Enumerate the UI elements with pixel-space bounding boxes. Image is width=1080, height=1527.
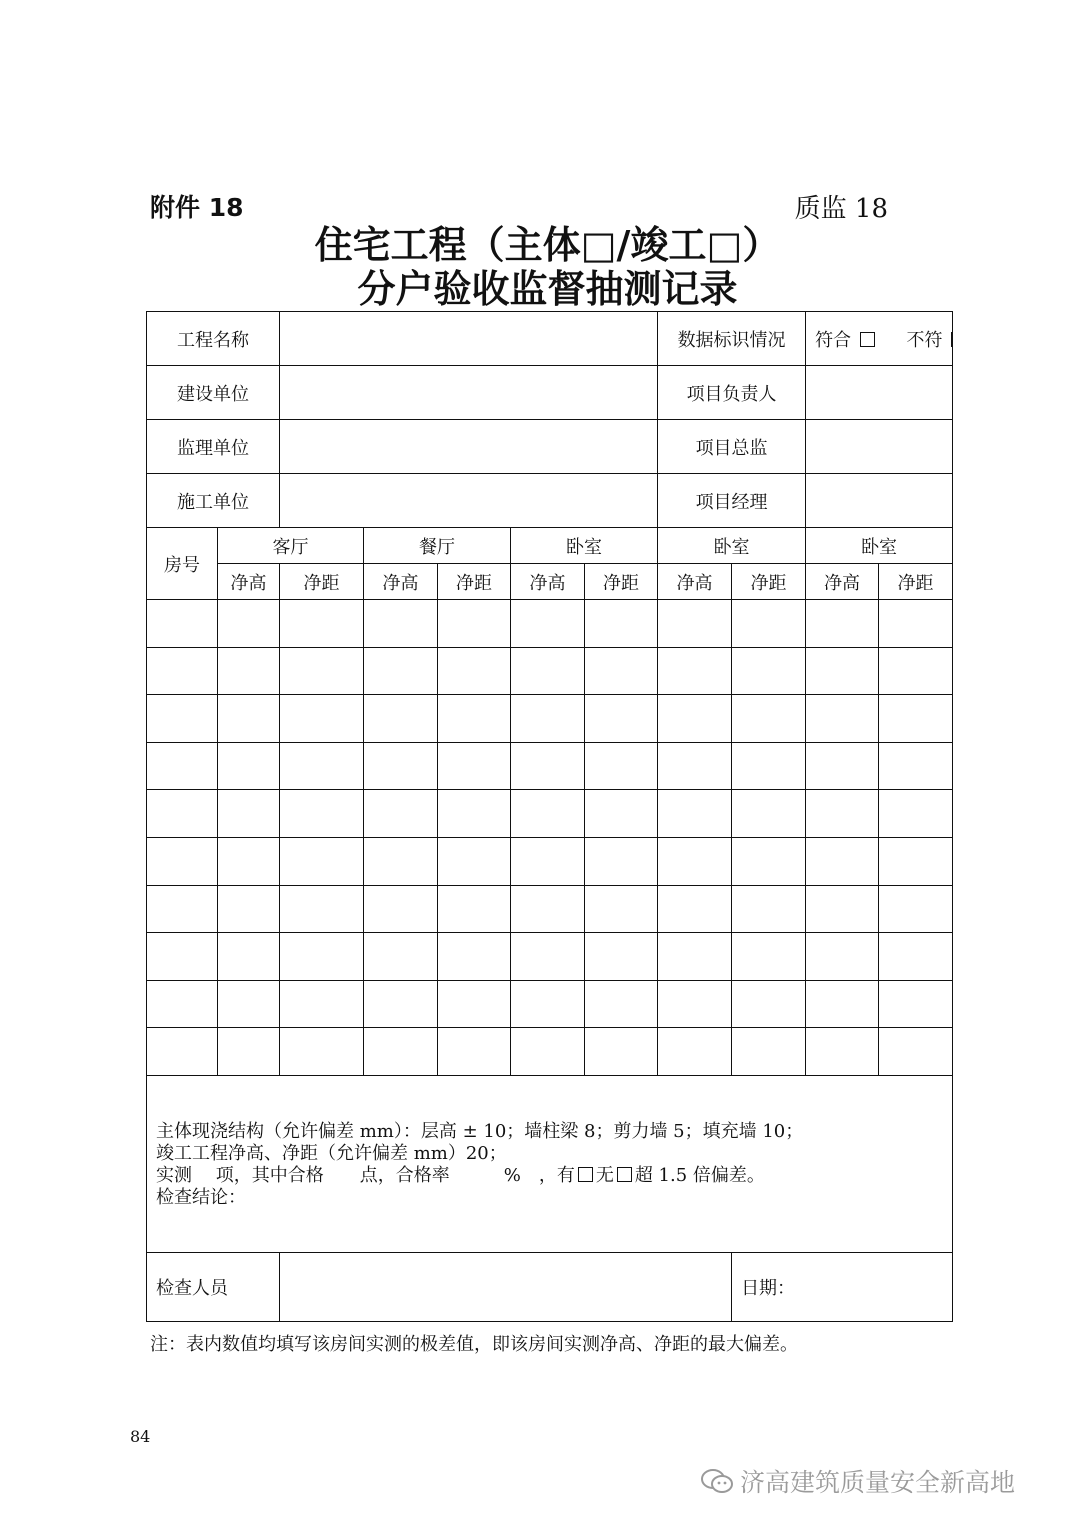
conclusion-label: 检查结论： (156, 1186, 246, 1208)
measurement-cell[interactable] (511, 647, 585, 695)
clear-height-header: 净高 (218, 564, 280, 600)
measurement-cell[interactable] (585, 885, 658, 933)
measurement-cell[interactable] (585, 980, 658, 1028)
inspector-field[interactable] (280, 1252, 732, 1321)
clear-distance-header: 净距 (732, 564, 806, 600)
measurement-cell[interactable] (280, 695, 364, 743)
room-header-row (147, 528, 953, 564)
no-deviation-checkbox[interactable] (617, 1167, 632, 1182)
measurement-cell[interactable] (438, 600, 511, 648)
tolerance-main-structure: 主体现浇结构（允许偏差 mm）：层高 ± 10；墙柱梁 8；剪力墙 5；填充墙 10； (156, 1120, 804, 1142)
measurement-cell[interactable] (364, 837, 438, 885)
data-id-options (806, 312, 953, 366)
measurement-cell[interactable] (806, 933, 879, 981)
measurement-cell[interactable] (218, 600, 280, 648)
room-number-cell[interactable] (147, 695, 218, 743)
measurement-cell[interactable] (806, 885, 879, 933)
supervisor-label: 监理单位 (147, 420, 280, 474)
measurement-cell[interactable] (658, 885, 732, 933)
measurement-cell[interactable] (806, 837, 879, 885)
measurement-cell[interactable] (364, 980, 438, 1028)
title-line-1: 住宅工程（主体□/竣工□） (314, 222, 781, 267)
measurement-cell[interactable] (732, 885, 806, 933)
measurement-cell[interactable] (280, 980, 364, 1028)
measurement-cell[interactable] (658, 600, 732, 648)
measurement-cell[interactable] (658, 695, 732, 743)
contractor-label: 施工单位 (147, 474, 280, 528)
measurement-cell[interactable] (879, 647, 953, 695)
measurement-cell[interactable] (218, 980, 280, 1028)
room-header-dining: 餐厅 (364, 528, 511, 564)
measurement-summary (156, 1165, 952, 1187)
measurement-cell[interactable] (879, 790, 953, 838)
measurement-cell[interactable] (280, 647, 364, 695)
info-row-builder (147, 366, 953, 420)
info-row-contractor (147, 474, 953, 528)
table-row (147, 837, 953, 885)
measurement-cell[interactable] (658, 742, 732, 790)
measurement-cell[interactable] (280, 600, 364, 648)
table-row (147, 695, 953, 743)
room-number-cell[interactable] (147, 790, 218, 838)
mismatch-label: 不符 (906, 329, 943, 351)
measurement-cell[interactable] (511, 980, 585, 1028)
measurement-cell[interactable] (511, 837, 585, 885)
measurement-cell[interactable] (280, 790, 364, 838)
measurement-cell[interactable] (732, 742, 806, 790)
inspector-label: 检查人员 (147, 1252, 280, 1321)
measurement-cell[interactable] (218, 1028, 280, 1076)
supervisor-field[interactable] (280, 420, 658, 474)
measurement-cell[interactable] (511, 1028, 585, 1076)
info-row-supervisor (147, 420, 953, 474)
measurement-cell[interactable] (364, 742, 438, 790)
measurement-cell[interactable] (511, 933, 585, 981)
measurement-cell[interactable] (218, 790, 280, 838)
measurement-cell[interactable] (364, 600, 438, 648)
has-deviation-checkbox[interactable] (578, 1167, 593, 1182)
measurement-cell[interactable] (806, 1028, 879, 1076)
room-number-header: 房号 (147, 528, 218, 600)
mismatch-checkbox[interactable] (951, 332, 952, 347)
clear-height-header: 净高 (511, 564, 585, 600)
project-name-label: 工程名称 (147, 312, 280, 366)
tolerance-completion: 竣工工程净高、净距（允许偏差 mm）20； (156, 1142, 507, 1164)
builder-label: 建设单位 (147, 366, 280, 420)
measurement-cell[interactable] (732, 695, 806, 743)
measurement-cell[interactable] (879, 837, 953, 885)
measurement-cell[interactable] (806, 695, 879, 743)
room-number-cell[interactable] (147, 647, 218, 695)
measurement-cell[interactable] (364, 885, 438, 933)
measurement-cell[interactable] (879, 600, 953, 648)
page-number: 84 (130, 1427, 151, 1446)
measurement-cell[interactable] (585, 933, 658, 981)
project-manager-field[interactable] (806, 474, 953, 528)
room-header-living: 客厅 (218, 528, 364, 564)
measurement-cell[interactable] (438, 885, 511, 933)
measurement-cell[interactable] (585, 647, 658, 695)
measurement-cell[interactable] (280, 742, 364, 790)
measurement-cell[interactable] (658, 980, 732, 1028)
measurement-cell[interactable] (732, 647, 806, 695)
notes-row (147, 1075, 953, 1252)
measurement-cell[interactable] (218, 933, 280, 981)
table-row (147, 742, 953, 790)
watermark-text: 济高建筑质量安全新高地 (740, 1468, 1016, 1497)
measurement-cell[interactable] (218, 695, 280, 743)
room-number-cell[interactable] (147, 885, 218, 933)
footnote: 注：表内数值均填写该房间实测的极差值，即该房间实测净高、净距的最大偏差。 (150, 1334, 798, 1355)
project-name-field[interactable] (280, 312, 658, 366)
inspection-row (147, 1252, 953, 1321)
table-row (147, 790, 953, 838)
table-row (147, 933, 953, 981)
measurement-cell[interactable] (438, 647, 511, 695)
match-checkbox[interactable] (860, 332, 875, 347)
measurement-cell[interactable] (658, 837, 732, 885)
measurement-cell[interactable] (585, 790, 658, 838)
measurement-cell[interactable] (879, 1028, 953, 1076)
measurement-cell[interactable] (364, 1028, 438, 1076)
measurement-cell[interactable] (511, 790, 585, 838)
clear-height-header: 净高 (658, 564, 732, 600)
measurement-cell[interactable] (806, 742, 879, 790)
measurement-cell[interactable] (585, 1028, 658, 1076)
measurement-cell[interactable] (280, 837, 364, 885)
measurement-cell[interactable] (658, 790, 732, 838)
measurement-cell[interactable] (364, 695, 438, 743)
measurement-cell[interactable] (438, 742, 511, 790)
measurement-cell[interactable] (280, 885, 364, 933)
clear-distance-header: 净距 (585, 564, 658, 600)
measurement-cell[interactable] (806, 600, 879, 648)
table-row (147, 600, 953, 648)
builder-field[interactable] (280, 366, 658, 420)
measurement-cell[interactable] (364, 933, 438, 981)
inspection-form-table (146, 311, 953, 1322)
measurement-cell[interactable] (732, 790, 806, 838)
measurement-cell[interactable] (218, 742, 280, 790)
measurement-cell[interactable] (438, 1028, 511, 1076)
measurement-cell[interactable] (438, 790, 511, 838)
table-row (147, 1028, 953, 1076)
measurement-cell[interactable] (218, 837, 280, 885)
project-manager-label: 项目经理 (658, 474, 806, 528)
measurement-cell[interactable] (585, 695, 658, 743)
measurement-cell[interactable] (364, 790, 438, 838)
room-header-bedroom-3: 卧室 (806, 528, 953, 564)
room-number-cell[interactable] (147, 980, 218, 1028)
measurement-cell[interactable] (658, 647, 732, 695)
measurement-cell[interactable] (364, 647, 438, 695)
title-line-2: 分户验收监督抽测记录 (357, 266, 738, 311)
clear-distance-header: 净距 (280, 564, 364, 600)
chief-supervisor-label: 项目总监 (658, 420, 806, 474)
measurement-cell[interactable] (806, 980, 879, 1028)
measurement-rows (147, 600, 953, 1076)
table-row (147, 647, 953, 695)
measurement-cell[interactable] (806, 647, 879, 695)
room-header-bedroom-2: 卧室 (658, 528, 806, 564)
room-number-cell[interactable] (147, 933, 218, 981)
measurement-cell[interactable] (732, 980, 806, 1028)
measurement-cell[interactable] (879, 980, 953, 1028)
room-number-cell[interactable] (147, 837, 218, 885)
measurement-cell[interactable] (438, 695, 511, 743)
measurement-cell[interactable] (438, 933, 511, 981)
measurement-cell[interactable] (585, 837, 658, 885)
watermark (700, 1463, 1015, 1499)
measurement-cell[interactable] (732, 1028, 806, 1076)
summary-text: 实测 项，其中合格 点，合格率 % ，有 (156, 1164, 575, 1186)
notes-cell[interactable] (147, 1075, 953, 1252)
room-number-cell[interactable] (147, 600, 218, 648)
info-row-project (147, 312, 953, 366)
clear-distance-header: 净距 (879, 564, 953, 600)
measurement-cell[interactable] (732, 837, 806, 885)
clear-height-header: 净高 (364, 564, 438, 600)
clear-distance-header: 净距 (438, 564, 511, 600)
table-row (147, 885, 953, 933)
measurement-cell[interactable] (585, 600, 658, 648)
measurement-cell[interactable] (280, 933, 364, 981)
match-label: 符合 (815, 329, 852, 351)
measurement-cell[interactable] (732, 600, 806, 648)
clear-height-header: 净高 (806, 564, 879, 600)
measurement-cell[interactable] (585, 742, 658, 790)
project-lead-field[interactable] (806, 366, 953, 420)
measurement-cell[interactable] (511, 742, 585, 790)
measurement-cell[interactable] (879, 695, 953, 743)
chief-supervisor-field[interactable] (806, 420, 953, 474)
deviation-text: 超 1.5 倍偏差。 (634, 1164, 765, 1186)
measurement-cell[interactable] (879, 885, 953, 933)
measurement-cell[interactable] (280, 1028, 364, 1076)
none-label: 无 (595, 1164, 614, 1186)
measure-header-row (147, 564, 953, 600)
measurement-cell[interactable] (218, 885, 280, 933)
room-number-cell[interactable] (147, 742, 218, 790)
measurement-cell[interactable] (879, 742, 953, 790)
measurement-cell[interactable] (511, 600, 585, 648)
attachment-label: 附件 18 (150, 193, 244, 222)
date-label[interactable]: 日期： (732, 1252, 953, 1321)
measurement-cell[interactable] (658, 1028, 732, 1076)
room-header-bedroom-1: 卧室 (511, 528, 658, 564)
contractor-field[interactable] (280, 474, 658, 528)
wechat-icon (700, 1467, 734, 1495)
measurement-cell[interactable] (658, 933, 732, 981)
measurement-cell[interactable] (806, 790, 879, 838)
data-id-label: 数据标识情况 (658, 312, 806, 366)
room-number-cell[interactable] (147, 1028, 218, 1076)
measurement-cell[interactable] (438, 837, 511, 885)
measurement-cell[interactable] (218, 647, 280, 695)
measurement-cell[interactable] (438, 980, 511, 1028)
measurement-cell[interactable] (879, 933, 953, 981)
form-number: 质监 18 (794, 194, 888, 224)
measurement-cell[interactable] (732, 933, 806, 981)
measurement-cell[interactable] (511, 695, 585, 743)
project-lead-label: 项目负责人 (658, 366, 806, 420)
measurement-cell[interactable] (511, 885, 585, 933)
table-row (147, 980, 953, 1028)
